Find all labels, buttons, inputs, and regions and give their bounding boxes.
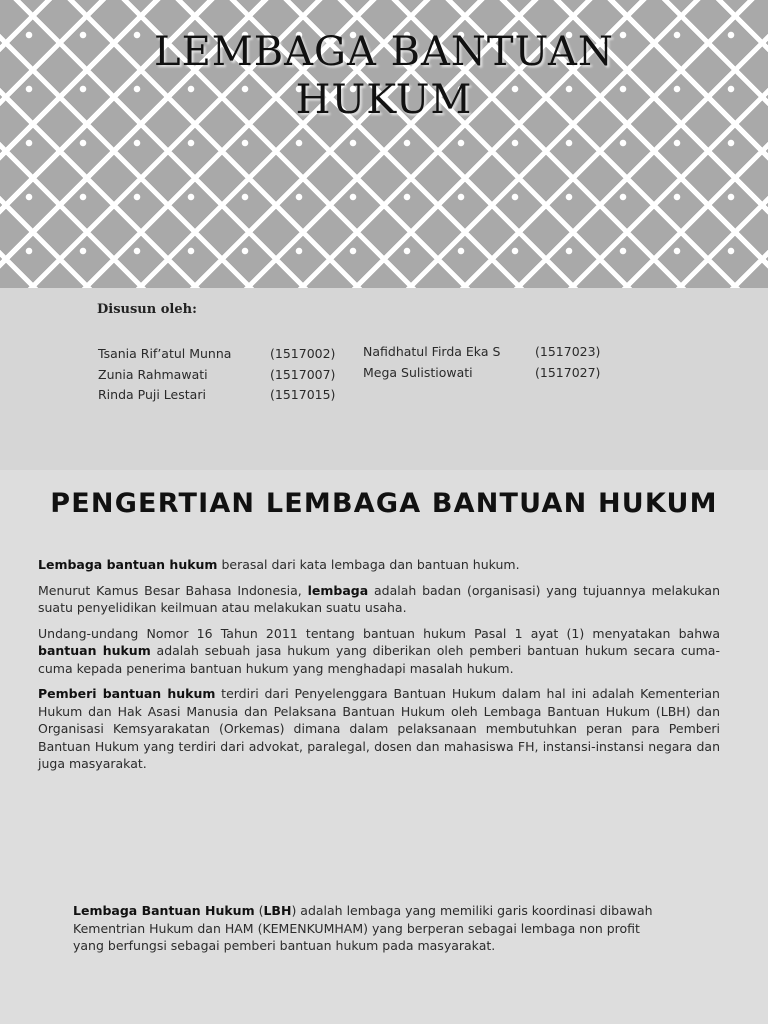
paragraph-text: Undang-undang Nomor 16 Tahun 2011 tentang bantuan hukum Pasal 1 ayat (1) menyatakan bahwa (38, 625, 720, 641)
definition-heading: PENGERTIAN LEMBAGA BANTUAN HUKUM (50, 488, 718, 519)
lbh-definition-box (73, 902, 655, 955)
author-id: (1517027) (535, 364, 601, 380)
definition-slide (0, 470, 768, 1024)
author-name: Mega Sulistiowati (363, 364, 473, 380)
bold-term: lembaga (307, 582, 369, 598)
author-id: (1517007) (270, 366, 336, 382)
title-slide (0, 0, 768, 470)
paragraph-text: adalah badan (organisasi) yang tujuannya melakukan suatu penyelidikan keilmuan atau melakukan suatu usaha. (38, 582, 720, 615)
author-row (363, 342, 600, 363)
paragraph-text: terdiri dari Penyelenggara Bantuan Hukum dalam hal ini adalah Kementerian Hukum dan Hak Asasi Manusia dan Pelaksana Bantuan Hukum oleh Lembaga Bantuan Hukum (LBH) dan Organisasi Kemsyarakatan (Orkemas) dimana dalam pelaksanaan membutuhkan peran para Pemberi Bantuan Hukum yang terdiri dari advokat, paralegal, dosen dan mahasiswa FH, instansi-instansi negara dan juga masyarakat. (38, 686, 720, 771)
definition-paragraphs (38, 556, 720, 781)
authors-right-column (363, 342, 600, 383)
author-name: Nafidhatul Firda Eka S (363, 344, 501, 359)
paragraph-law-definition (38, 625, 720, 678)
paragraph-legal-aid-providers (38, 685, 720, 773)
slide-title-line2: HUKUM (295, 77, 473, 123)
author-name: Zunia Rahmawati (98, 366, 208, 382)
bold-term: bantuan hukum (38, 643, 151, 658)
paragraph-text: ( (254, 903, 264, 918)
bold-term: LBH (263, 903, 292, 918)
author-id: (1517023) (535, 344, 601, 359)
authors-left-column (98, 344, 335, 406)
compiled-by-label: Disusun oleh: (97, 302, 197, 317)
paragraph-text: Menurut Kamus Besar Bahasa Indonesia, (38, 582, 308, 598)
bold-term: Lembaga Bantuan Hukum (73, 903, 255, 918)
author-name: Rinda Puji Lestari (98, 387, 206, 402)
author-row (98, 344, 335, 365)
slide-title (0, 28, 768, 124)
author-row (98, 365, 335, 386)
slide-title-line1: LEMBAGA BANTUAN (154, 29, 614, 75)
paragraph-text: adalah sebuah jasa hukum yang diberikan oleh pemberi bantuan hukum secara cuma-cuma kepada penerima bantuan hukum yang menghadapi masalah hukum. (38, 643, 720, 676)
bold-term: Pemberi bantuan hukum (38, 686, 216, 701)
author-row (363, 363, 600, 384)
bold-term: Lembaga bantuan hukum (38, 557, 218, 572)
paragraph-text: ) adalah lembaga yang memiliki garis koordinasi dibawah Kementrian Hukum dan HAM (KEMENKUMHAM) yang berperan sebagai lembaga non profit yang berfungsi sebagai pemberi bantuan hukum pada masyarakat. (73, 903, 653, 953)
author-id: (1517015) (270, 387, 336, 402)
author-id: (1517002) (270, 346, 336, 361)
paragraph-lbh-origin (38, 556, 720, 574)
author-name: Tsania Rif’atul Munna (98, 346, 232, 361)
author-row (98, 385, 335, 406)
paragraph-text: berasal dari kata lembaga dan bantuan hukum. (217, 557, 520, 572)
paragraph-kbbi-definition (38, 582, 720, 617)
